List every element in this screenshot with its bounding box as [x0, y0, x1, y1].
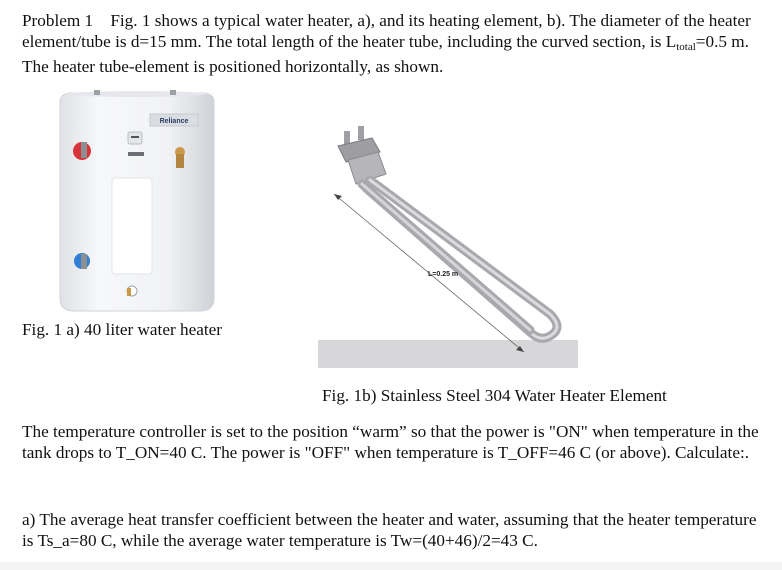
figure-a-caption: Fig. 1 a) 40 liter water heater [22, 320, 222, 339]
figure-b-caption: Fig. 1b) Stainless Steel 304 Water Heater Element [322, 386, 667, 405]
floor-strip [318, 340, 578, 368]
length-label: L=0.25 m [428, 271, 459, 278]
water-heater-image [52, 88, 222, 316]
heating-element-image [318, 118, 578, 368]
problem-label: Problem 1 [22, 11, 94, 30]
ltotal-subscript: total [676, 40, 696, 53]
problem-intro [22, 11, 766, 78]
page-bottom-edge [0, 562, 782, 570]
controller-paragraph: The temperature controller is set to the position “warm” so that the power is "ON" when temperature in the tank drops to T_ON=40 C. The power is "OFF" when temperature is T_OFF=46 C (or above). Calculate:. [22, 422, 759, 462]
intro-text-part1: Fig. 1 shows a typical water heater, a), and its heating element, b). The diameter of the heater element/tube is d=15 mm. The total length of the heater tube, including the curved section, is L [22, 11, 751, 51]
question-a: a) The average heat transfer coefficient between the heater and water, assuming that the heater temperature is Ts_a=80 C, while the average water temperature is Tw=(40+46)/2=43 C. [22, 510, 757, 550]
brand-label: Reliance [159, 118, 189, 125]
intro-text-part2: =0.5 m. The heater tube-element is positioned horizontally, as shown. [22, 31, 749, 76]
